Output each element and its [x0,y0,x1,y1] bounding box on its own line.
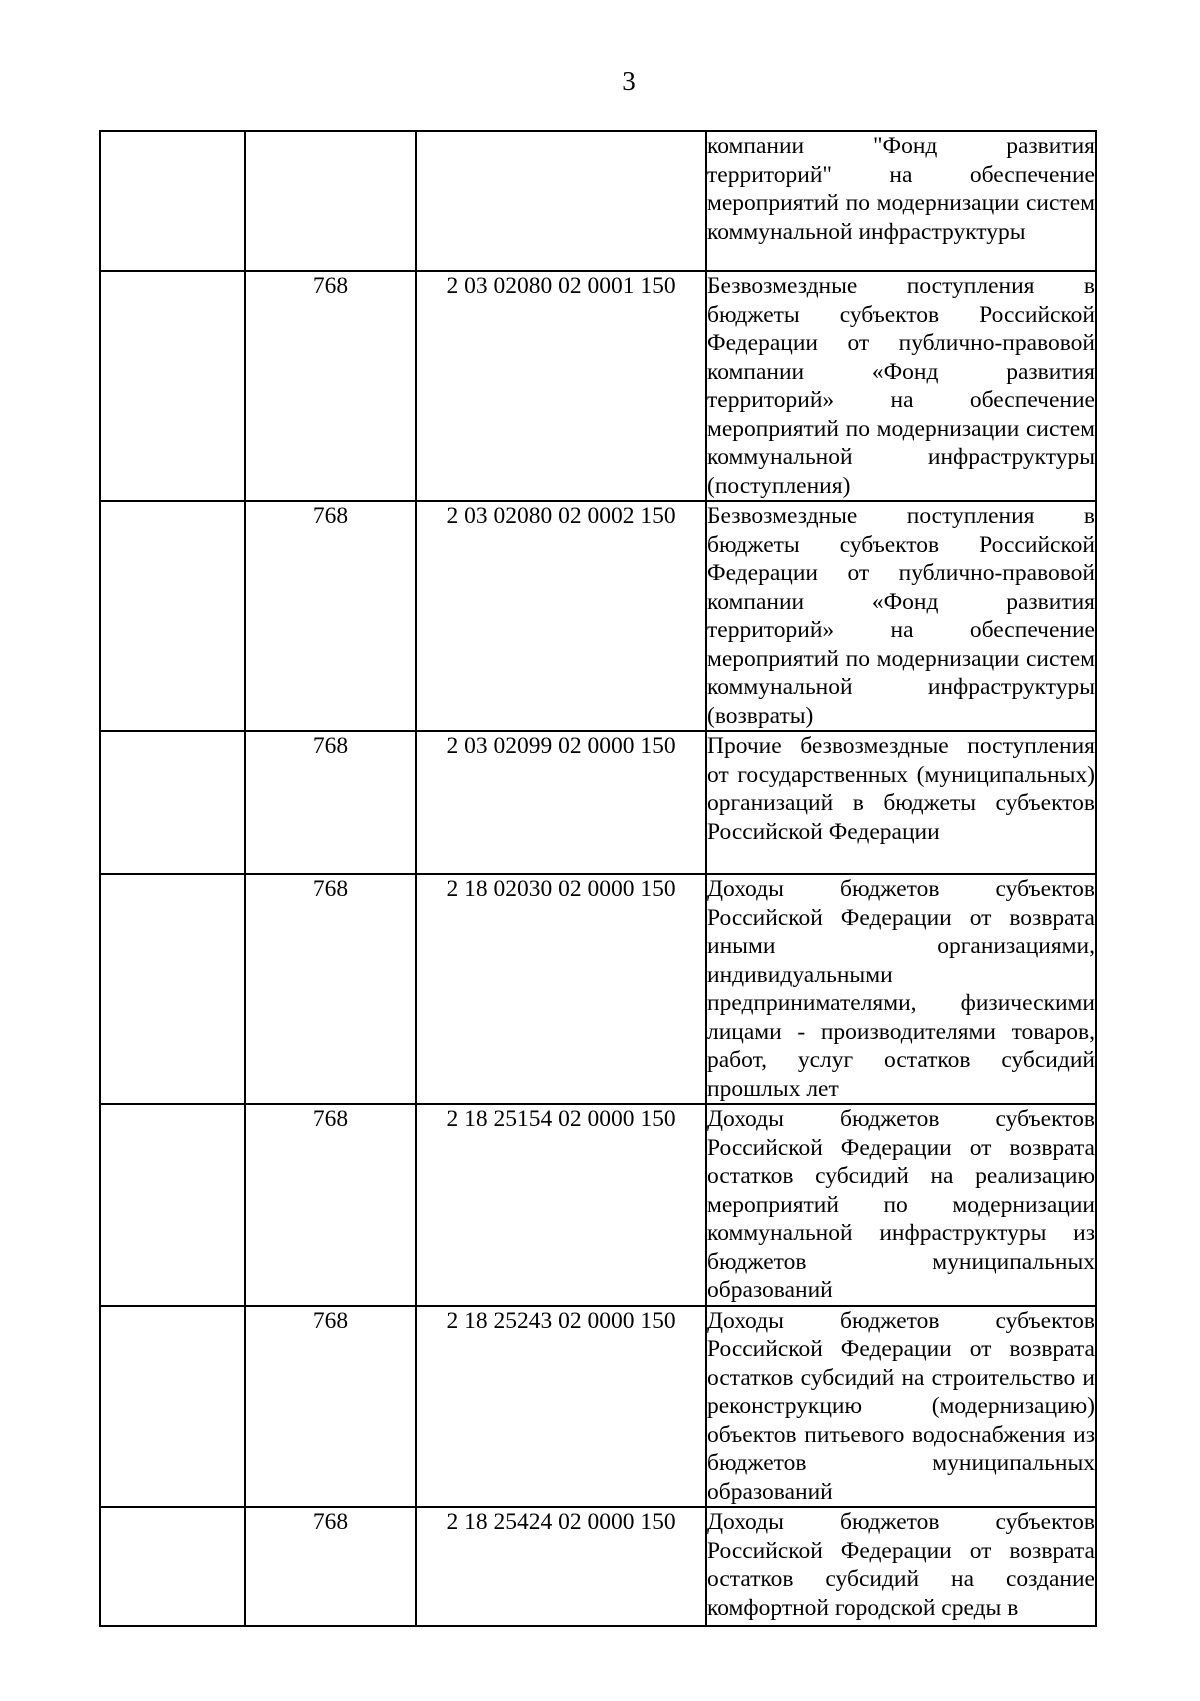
administrator-code-cell: 768 [245,731,416,874]
page-number: 3 [622,66,636,96]
revenue-description-cell: Доходы бюджетов субъектов Российской Федерации от возврата остатков субсидий на создание комфортной городской среды в [706,1507,1096,1626]
revenue-code-cell: 2 18 25154 02 0000 150 [416,1104,706,1306]
revenue-description-cell: Прочие безвозмездные поступления от государственных (муниципальных) организаций в бюджеты субъектов Российской Федерации [706,731,1096,874]
administrator-code-cell [245,131,416,271]
administrator-code-cell: 768 [245,1507,416,1626]
revenue-code-cell: 2 18 25243 02 0000 150 [416,1306,706,1508]
budget-revenue-table [99,130,1097,1627]
administrator-code-cell: 768 [245,1104,416,1306]
table-row [100,271,1096,501]
revenue-code-cell: 2 18 02030 02 0000 150 [416,874,706,1104]
table-row [100,731,1096,874]
table-row [100,501,1096,731]
revenue-description-cell: Доходы бюджетов субъектов Российской Федерации от возврата остатков субсидий на строительство и реконструкцию (модернизацию) объектов питьевого водоснабжения из бюджетов муниципальных образований [706,1306,1096,1508]
table-row [100,874,1096,1104]
revenue-description-cell: Доходы бюджетов субъектов Российской Федерации от возврата остатков субсидий на реализацию мероприятий по модернизации коммунальной инфраструктуры из бюджетов муниципальных образований [706,1104,1096,1306]
administrator-code-cell: 768 [245,501,416,731]
revenue-code-cell: 2 03 02099 02 0000 150 [416,731,706,874]
revenue-code-cell [416,131,706,271]
revenue-code-cell: 2 03 02080 02 0002 150 [416,501,706,731]
row-number-cell [100,1507,245,1626]
administrator-code-cell: 768 [245,271,416,501]
table-row [100,1306,1096,1508]
row-number-cell [100,1306,245,1508]
administrator-code-cell: 768 [245,874,416,1104]
table-row [100,1104,1096,1306]
revenue-code-cell: 2 18 25424 02 0000 150 [416,1507,706,1626]
revenue-code-cell: 2 03 02080 02 0001 150 [416,271,706,501]
revenue-description-cell: Безвозмездные поступления в бюджеты субъектов Российской Федерации от публично-правовой компании «Фонд развития территорий» на обеспечение мероприятий по модернизации систем коммунальной инфраструктуры (возвраты) [706,501,1096,731]
table-row [100,131,1096,271]
row-number-cell [100,731,245,874]
row-number-cell [100,501,245,731]
row-number-cell [100,271,245,501]
revenue-description-cell: Безвозмездные поступления в бюджеты субъектов Российской Федерации от публично-правовой компании «Фонд развития территорий» на обеспечение мероприятий по модернизации систем коммунальной инфраструктуры (поступления) [706,271,1096,501]
administrator-code-cell: 768 [245,1306,416,1508]
row-number-cell [100,874,245,1104]
revenue-description-cell: Доходы бюджетов субъектов Российской Федерации от возврата иными организациями, индивидуальными предпринимателями, физическими лицами - производителями товаров, работ, услуг остатков субсидий прошлых лет [706,874,1096,1104]
row-number-cell [100,131,245,271]
row-number-cell [100,1104,245,1306]
revenue-description-cell: компании "Фонд развития территорий" на обеспечение мероприятий по модернизации систем коммунальной инфраструктуры [706,131,1096,271]
table-row [100,1507,1096,1626]
